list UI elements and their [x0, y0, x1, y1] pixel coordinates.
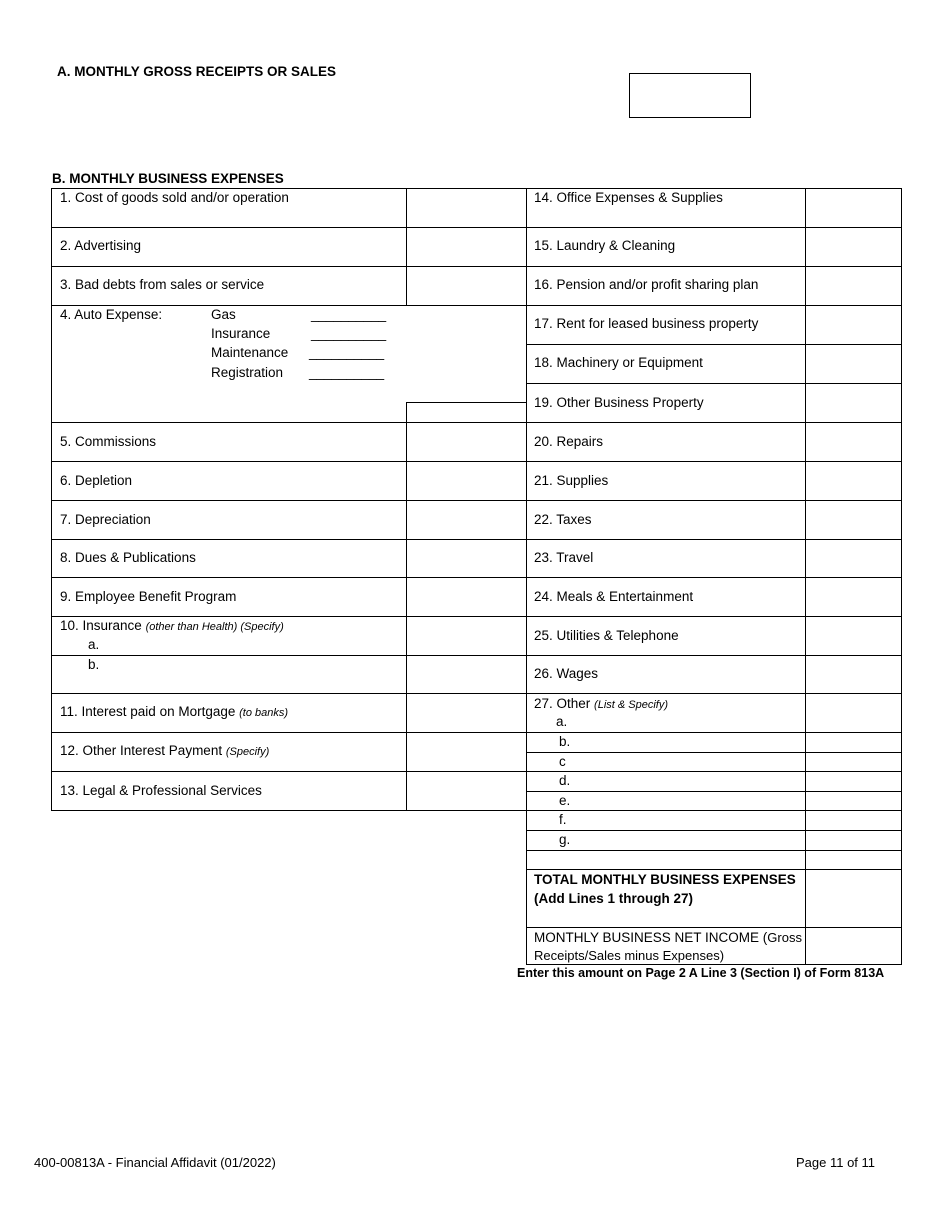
amount-field-2[interactable] [407, 228, 526, 266]
item-26-label: 26. Wages [534, 666, 599, 681]
item-14-label: 14. Office Expenses & Supplies [534, 190, 723, 205]
amount-field-18[interactable] [806, 345, 901, 383]
amount-field-27a[interactable] [806, 694, 901, 732]
auto-sub-registration: Registration [211, 365, 284, 380]
amount-field-27g[interactable] [806, 831, 901, 850]
item-22-label: 22. Taxes [534, 512, 592, 527]
amount-field-5[interactable] [407, 423, 526, 461]
amount-field-24[interactable] [806, 578, 901, 616]
amount-field-1[interactable] [407, 189, 526, 227]
item-16-label: 16. Pension and/or profit sharing plan [534, 277, 759, 292]
item-10-note: (other than Health) (Specify) [145, 621, 284, 633]
item-1-label: 1. Cost of goods sold and/or operation [60, 190, 289, 205]
item-27-a: a. [556, 714, 568, 729]
item-27-note: (List & Specify) [594, 699, 669, 711]
amount-field-16[interactable] [806, 267, 901, 305]
item-27-f: f. [559, 812, 567, 827]
auto-gas-blank[interactable]: __________ [311, 307, 387, 322]
amount-field-17[interactable] [806, 306, 901, 344]
auto-sub-gas: Gas [211, 307, 236, 322]
auto-sub-maintenance: Maintenance [211, 345, 289, 360]
auto-registration-blank[interactable]: __________ [309, 365, 385, 380]
item-13-label: 13. Legal & Professional Services [60, 783, 262, 798]
item-21-label: 21. Supplies [534, 473, 609, 488]
amount-field-6[interactable] [407, 462, 526, 500]
amount-field-13[interactable] [407, 772, 526, 810]
amount-field-25[interactable] [806, 617, 901, 655]
amount-field-27d[interactable] [806, 772, 901, 791]
total-expenses-sublabel: (Add Lines 1 through 27) [534, 891, 694, 906]
item-25-label: 25. Utilities & Telephone [534, 628, 679, 643]
amount-field-21[interactable] [806, 462, 901, 500]
net-income-instruction: Enter this amount on Page 2 A Line 3 (Section I) of Form 813A [517, 966, 885, 980]
item-5-label: 5. Commissions [60, 434, 157, 449]
amount-field-15[interactable] [806, 228, 901, 266]
item-27-text: 27. Other [534, 696, 591, 711]
amount-field-10b[interactable] [407, 656, 526, 693]
item-12-note: (Specify) [225, 746, 270, 758]
amount-field-9[interactable] [407, 578, 526, 616]
item-2-label: 2. Advertising [60, 238, 142, 253]
item-10-text: 10. Insurance [60, 618, 142, 633]
net-income-gross: Gross [767, 930, 802, 945]
item-27-g: g. [559, 832, 571, 847]
auto-sub-insurance: Insurance [211, 326, 271, 341]
amount-field-3[interactable] [407, 267, 526, 305]
item-17-label: 17. Rent for leased business property [534, 316, 759, 331]
item-27-c: c [559, 754, 566, 769]
footer-page-number: Page 11 of 11 [796, 1155, 876, 1170]
amount-field-4[interactable] [407, 403, 526, 422]
amount-field-27c[interactable] [806, 753, 901, 771]
item-19-label: 19. Other Business Property [534, 395, 704, 410]
amount-field-11[interactable] [407, 694, 526, 732]
item-20-label: 20. Repairs [534, 434, 604, 449]
section-a-title: A. MONTHLY GROSS RECEIPTS OR SALES [57, 64, 337, 79]
item-27-d: d. [559, 773, 571, 788]
footer-form-id: 400-00813A - Financial Affidavit (01/2022) [34, 1155, 276, 1170]
net-income-label [534, 930, 802, 945]
amount-field-20[interactable] [806, 423, 901, 461]
item-6-label: 6. Depletion [60, 473, 133, 488]
item-11-label [60, 704, 288, 719]
auto-insurance-blank[interactable]: __________ [311, 326, 387, 341]
amount-field-27b[interactable] [806, 733, 901, 752]
amount-field-23[interactable] [806, 540, 901, 577]
net-income-text: MONTHLY BUSINESS NET INCOME ( [534, 930, 768, 945]
item-15-label: 15. Laundry & Cleaning [534, 238, 676, 253]
total-expenses-label: TOTAL MONTHLY BUSINESS EXPENSES [534, 872, 796, 887]
item-9-label: 9. Employee Benefit Program [60, 589, 237, 604]
item-27-e: e. [559, 793, 571, 808]
item-4-label: 4. Auto Expense: [60, 307, 163, 322]
item-12-label [60, 743, 269, 758]
item-10-label [60, 618, 284, 633]
amount-field-22[interactable] [806, 501, 901, 539]
item-11-text: 11. Interest paid on Mortgage [60, 704, 236, 719]
total-expenses-field[interactable] [806, 870, 901, 927]
amount-field-7[interactable] [407, 501, 526, 539]
amount-field-10a[interactable] [407, 617, 526, 655]
amount-field-12[interactable] [407, 733, 526, 771]
item-10-a: a. [88, 637, 100, 652]
net-income-sublabel: Receipts/Sales minus Expenses) [534, 948, 725, 963]
amount-field-26[interactable] [806, 656, 901, 693]
amount-field-14[interactable] [806, 189, 901, 227]
item-3-label: 3. Bad debts from sales or service [60, 277, 265, 292]
amount-field-8[interactable] [407, 540, 526, 577]
amount-field-27f[interactable] [806, 811, 901, 830]
item-8-label: 8. Dues & Publications [60, 550, 196, 565]
auto-maintenance-blank[interactable]: __________ [309, 345, 385, 360]
item-7-label: 7. Depreciation [60, 512, 151, 527]
item-18-label: 18. Machinery or Equipment [534, 355, 703, 370]
item-27-b: b. [559, 734, 571, 749]
item-24-label: 24. Meals & Entertainment [534, 589, 694, 604]
amount-field-19[interactable] [806, 384, 901, 422]
item-10-b: b. [88, 657, 100, 672]
item-27-label [534, 696, 668, 711]
gross-receipts-input[interactable] [629, 73, 751, 118]
net-income-field[interactable] [806, 928, 901, 964]
item-23-label: 23. Travel [534, 550, 594, 565]
item-11-note: (to banks) [239, 707, 289, 719]
section-b-title: B. MONTHLY BUSINESS EXPENSES [52, 171, 284, 186]
amount-field-27e[interactable] [806, 792, 901, 810]
item-12-text: 12. Other Interest Payment [60, 743, 223, 758]
